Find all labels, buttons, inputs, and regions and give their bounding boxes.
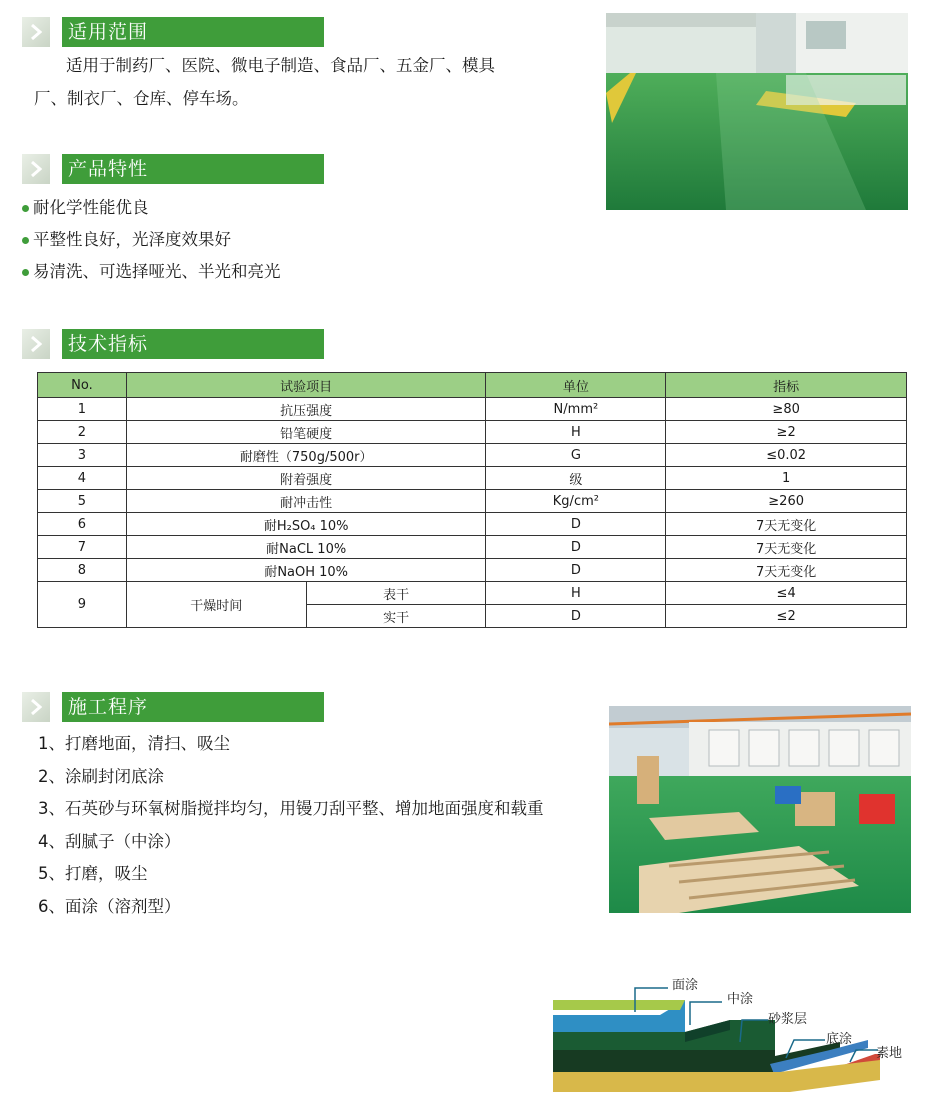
table-row: 6 耐H₂SO₄ 10% D 7天无变化 (38, 513, 907, 536)
section-header-features (22, 154, 324, 184)
chevron-right-icon (30, 160, 42, 178)
scope-text-line2: 厂、制衣厂、仓库、停车场。 (34, 89, 249, 108)
chevron-right-icon (30, 23, 42, 41)
column-header: 试验项目 (126, 373, 486, 398)
chevron-right-icon (30, 698, 42, 716)
table-row: 5 耐冲击性 Kg/cm² ≥260 (38, 490, 907, 513)
table-row: 实干 D ≤2 (38, 605, 907, 628)
spec-table (37, 372, 907, 628)
list-item: 易清洗、可选择哑光、半光和亮光 (22, 256, 281, 288)
section-header-process (22, 692, 324, 722)
list-item: 3、石英砂与环氧树脂搅拌均匀，用镘刀刮平整、增加地面强度和载重 (38, 799, 544, 818)
column-header: 单位 (486, 373, 666, 398)
table-row: 4 附着强度 级 1 (38, 467, 907, 490)
list-item: 耐化学性能优良 (22, 192, 281, 224)
label-primer: 底涂 (826, 1032, 853, 1047)
section-header-specs (22, 329, 324, 359)
list-item: 平整性良好，光泽度效果好 (22, 224, 281, 256)
features-list (22, 192, 281, 288)
table-row: 2 铅笔硬度 H ≥2 (38, 421, 907, 444)
table-row: 9 干燥时间 表干 H ≤4 (38, 582, 907, 605)
list-item: 2、涂刷封闭底涂 (38, 766, 164, 786)
bullet-icon (22, 237, 29, 244)
table-row: 7 耐NaCL 10% D 7天无变化 (38, 536, 907, 559)
bullet-icon (22, 269, 29, 276)
column-header: No. (38, 373, 127, 398)
process-steps (38, 728, 544, 923)
table-row: 1 抗压强度 N/mm² ≥80 (38, 398, 907, 421)
floor-photo-2 (609, 706, 911, 913)
table-row: 8 耐NaOH 10% D 7天无变化 (38, 559, 907, 582)
list-item: 4、刮腻子（中涂） (38, 831, 181, 851)
column-header: 指标 (666, 373, 907, 398)
label-middle-coat: 中涂 (727, 992, 754, 1007)
table-header-row (38, 373, 907, 398)
section-title: 施工程序 (68, 696, 149, 718)
section-title: 技术指标 (68, 333, 149, 355)
table-row: 3 耐磨性（750g/500r） G ≤0.02 (38, 444, 907, 467)
list-item: 1、打磨地面，清扫、吸尘 (38, 734, 230, 753)
section-title: 适用范围 (68, 21, 149, 43)
section-title: 产品特性 (68, 158, 149, 180)
section-header-scope (22, 17, 324, 47)
label-substrate: 素地 (876, 1046, 903, 1061)
list-item: 5、打磨，吸尘 (38, 864, 148, 883)
chevron-right-icon (30, 335, 42, 353)
label-top-coat: 面涂 (672, 978, 699, 993)
floor-photo-1 (606, 13, 908, 210)
scope-text-line1: 适用于制药厂、医院、微电子制造、食品厂、五金厂、模具 (66, 56, 495, 75)
bullet-icon (22, 205, 29, 212)
list-item: 6、面涂（溶剂型） (38, 896, 181, 916)
label-mortar-layer: 砂浆层 (768, 1012, 808, 1027)
